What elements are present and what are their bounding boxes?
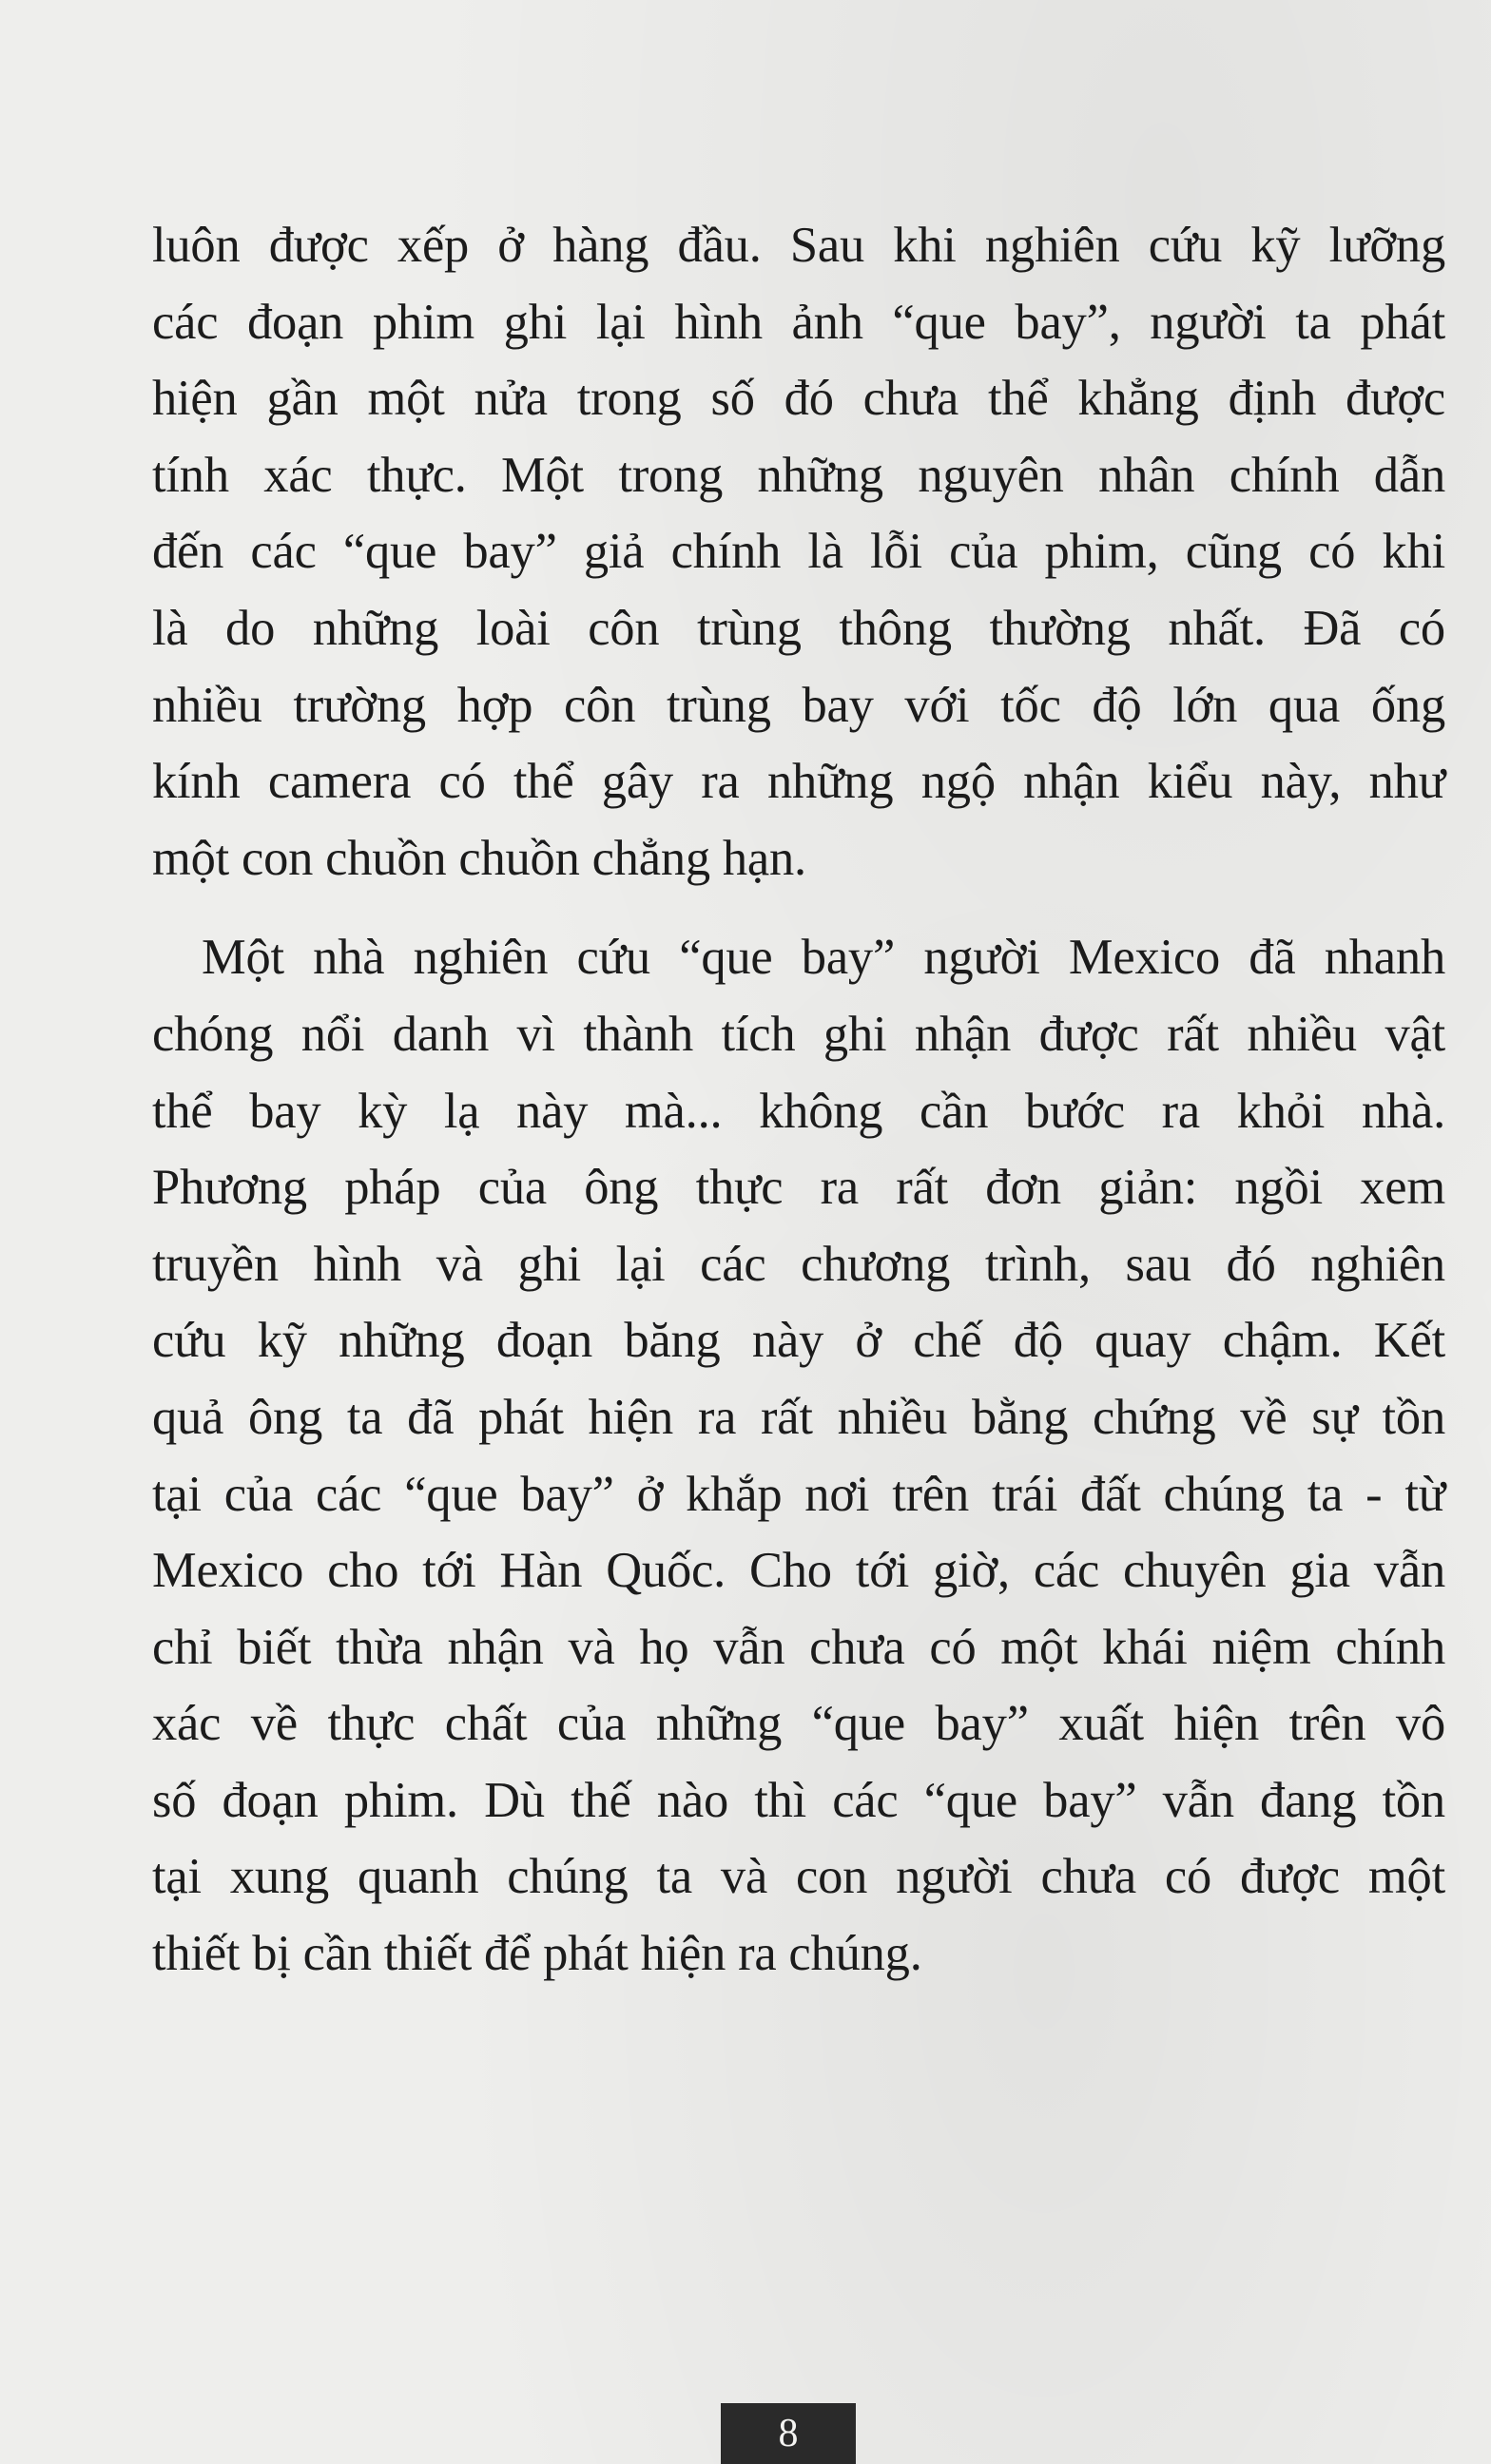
text-line: kính camera có thể gây ra những ngộ nhận kiểu này, như <box>152 754 1445 810</box>
text-line: tại xung quanh chúng ta và con người chưa có được một <box>152 1849 1445 1905</box>
text-line: Một nhà nghiên cứu “que bay” người Mexico đã nhanh <box>202 930 1445 986</box>
text-line: Mexico cho tới Hàn Quốc. Cho tới giờ, các chuyên gia vẫn <box>152 1543 1445 1599</box>
text-line: thiết bị cần thiết để phát hiện ra chúng. <box>152 1926 922 1982</box>
paragraph-1 <box>152 207 1445 896</box>
text-line: tính xác thực. Một trong những nguyên nhân chính dẫn <box>152 447 1445 503</box>
paragraph-2 <box>152 919 1445 1992</box>
text-line: chỉ biết thừa nhận và họ vẫn chưa có một khái niệm chính <box>152 1619 1445 1675</box>
text-line: là do những loài côn trùng thông thường nhất. Đã có <box>152 600 1445 656</box>
text-line: số đoạn phim. Dù thế nào thì các “que bay” vẫn đang tồn <box>152 1772 1445 1828</box>
text-line: đến các “que bay” giả chính là lỗi của phim, cũng có khi <box>152 524 1445 580</box>
text-line: thể bay kỳ lạ này mà... không cần bước ra khỏi nhà. <box>152 1083 1445 1139</box>
text-line: một con chuồn chuồn chẳng hạn. <box>152 830 806 886</box>
text-line: xác về thực chất của những “que bay” xuất hiện trên vô <box>152 1696 1445 1752</box>
paragraph-spacer <box>152 896 1445 919</box>
text-line: các đoạn phim ghi lại hình ảnh “que bay”, người ta phát <box>152 294 1445 350</box>
text-line: quả ông ta đã phát hiện ra rất nhiều bằng chứng về sự tồn <box>152 1389 1445 1445</box>
text-line: Phương pháp của ông thực ra rất đơn giản: ngồi xem <box>152 1160 1445 1216</box>
text-line: cứu kỹ những đoạn băng này ở chế độ quay chậm. Kết <box>152 1313 1445 1369</box>
text-line: luôn được xếp ở hàng đầu. Sau khi nghiên cứu kỹ lưỡng <box>152 218 1445 273</box>
page-number: 8 <box>721 2403 856 2464</box>
text-line: tại của các “que bay” ở khắp nơi trên trái đất chúng ta - từ <box>152 1466 1445 1522</box>
text-line: nhiều trường hợp côn trùng bay với tốc độ lớn qua ống <box>152 677 1445 733</box>
text-line: truyền hình và ghi lại các chương trình, sau đó nghiên <box>152 1236 1445 1292</box>
text-line: hiện gần một nửa trong số đó chưa thể khẳng định được <box>152 371 1445 427</box>
text-line: chóng nổi danh vì thành tích ghi nhận được rất nhiều vật <box>152 1006 1445 1062</box>
body-text <box>152 207 1445 1992</box>
